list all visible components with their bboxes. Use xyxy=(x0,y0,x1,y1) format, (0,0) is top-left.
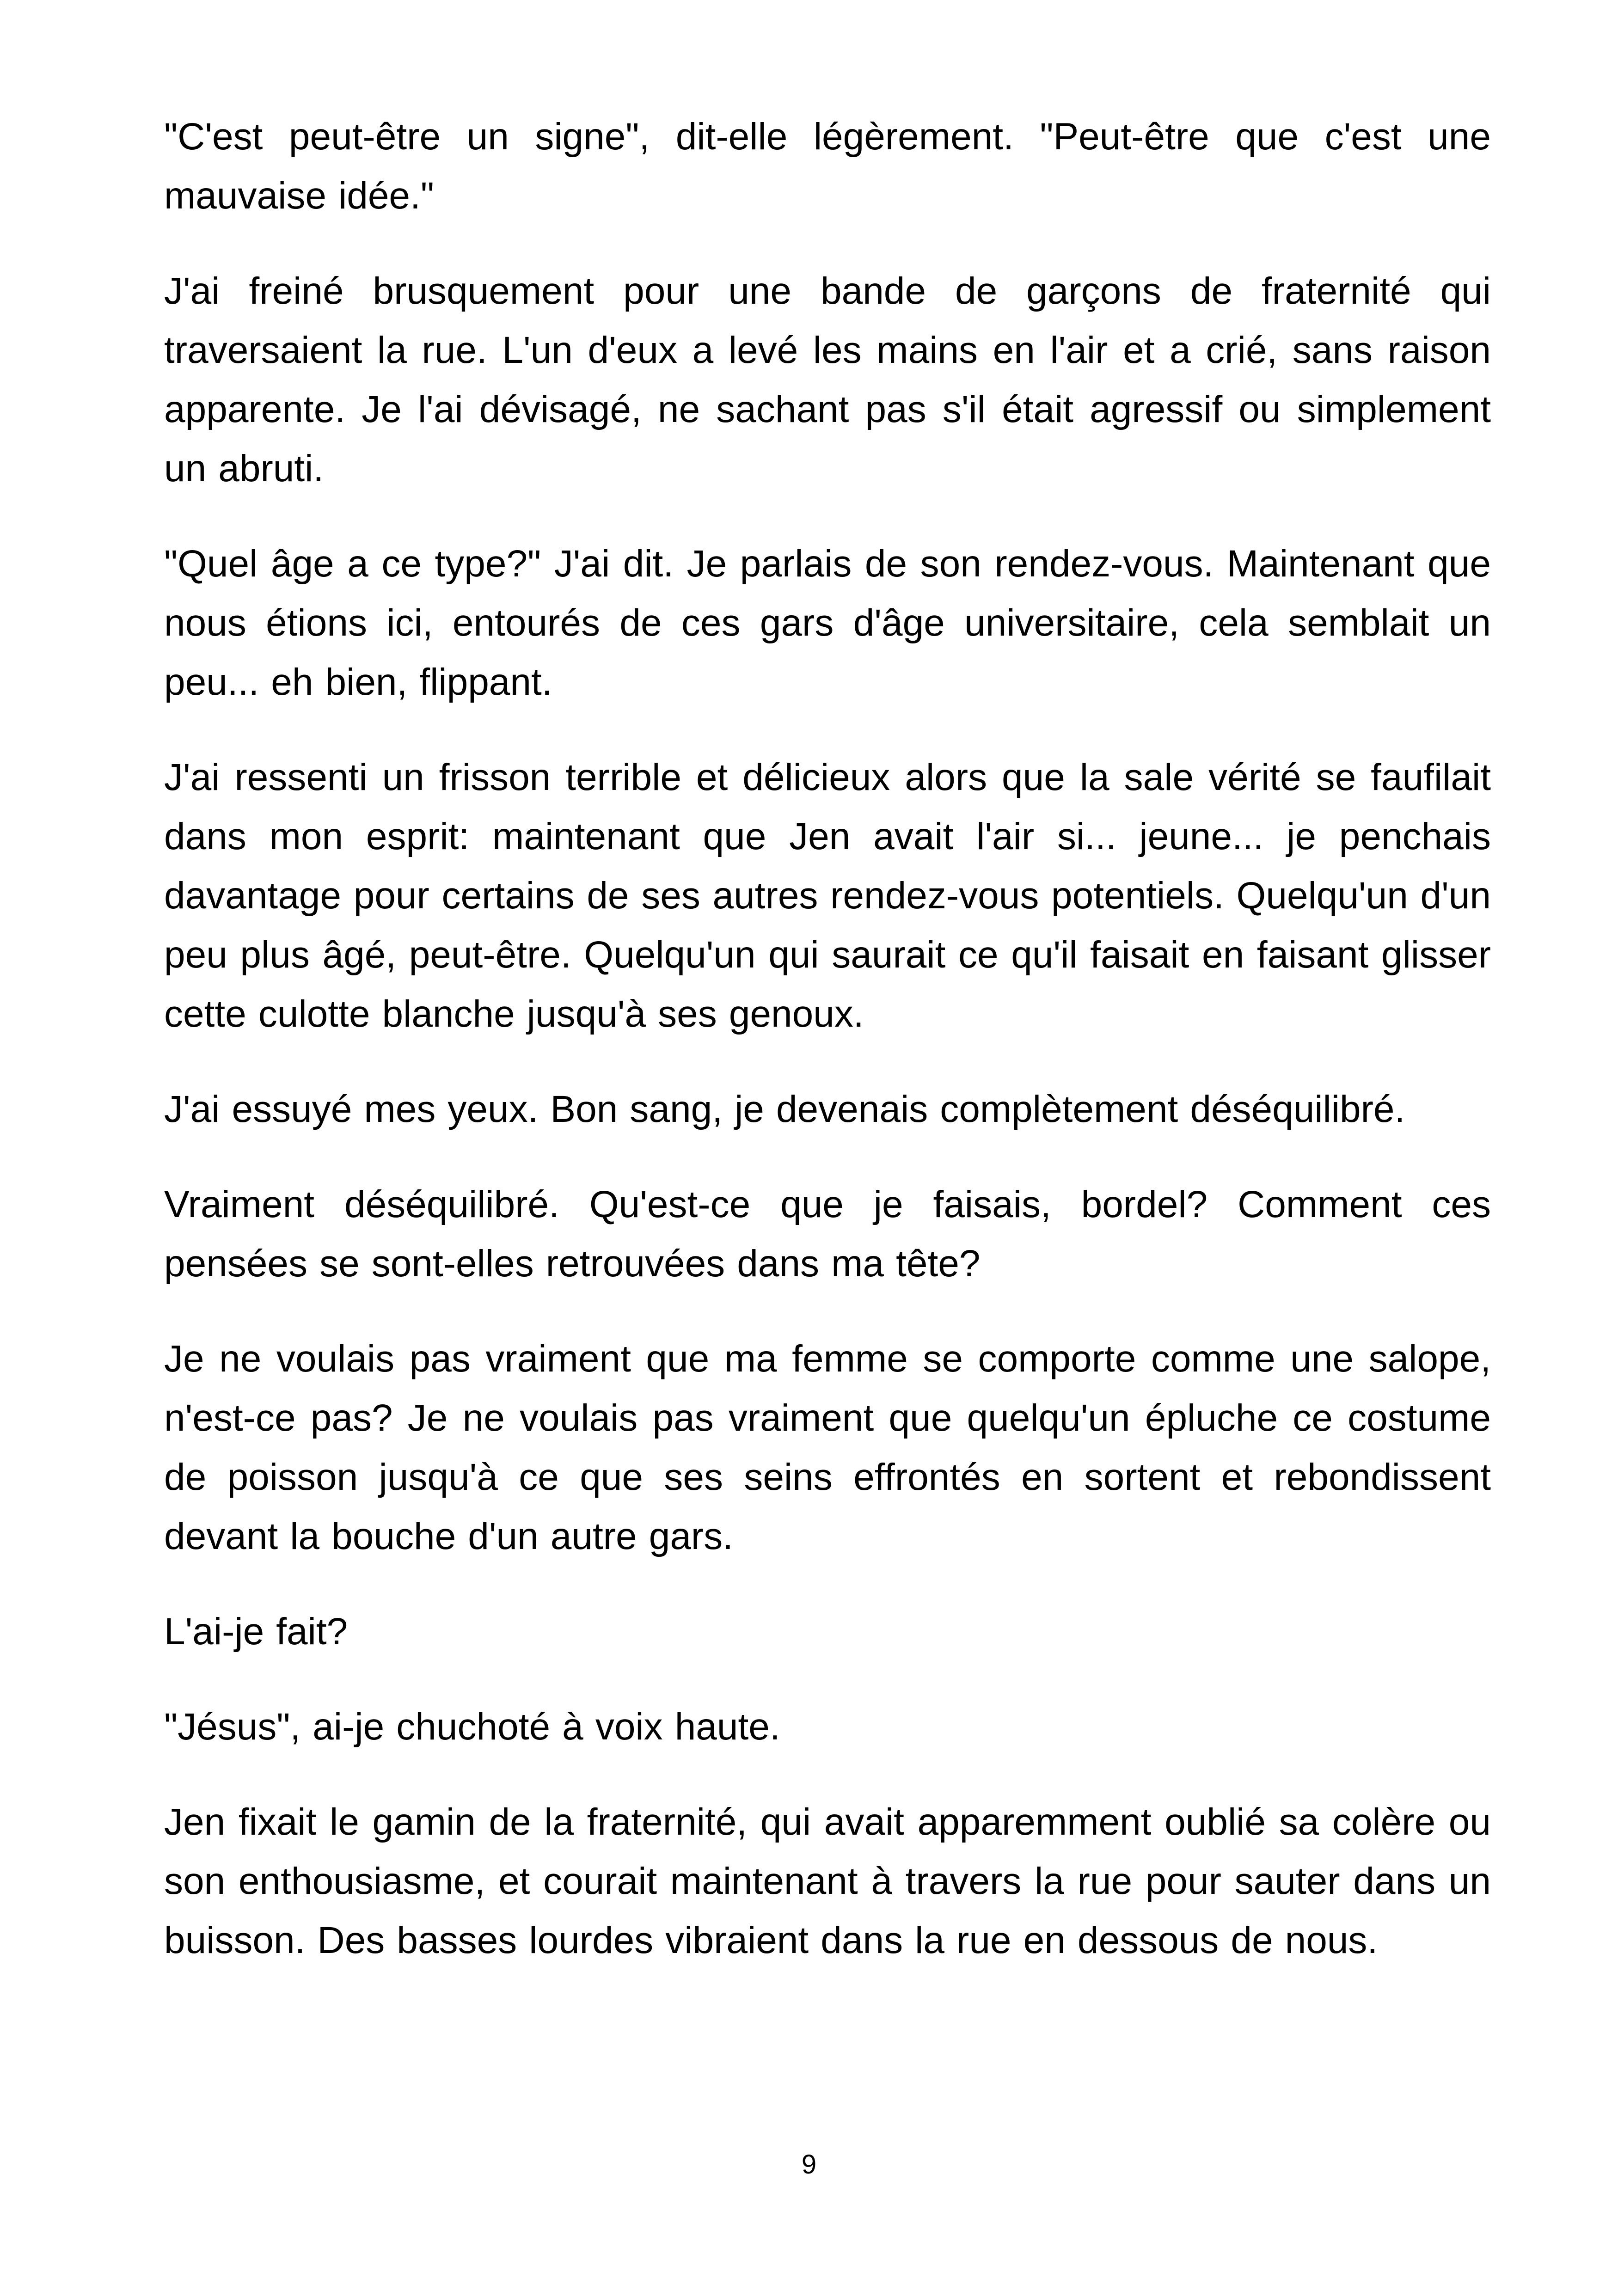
paragraph: "C'est peut-être un signe", dit-elle légèrement. "Peut-être que c'est une mauvaise idée." xyxy=(164,116,1491,217)
paragraph: "Jésus", ai-je chuchoté à voix haute. xyxy=(164,1706,780,1748)
paragraph: Jen fixait le gamin de la fraternité, qui avait apparemment oublié sa colère ou son enthousiasme, et courait maintenant à travers la rue pour sauter dans un buisson. Des basses lourdes vibraient dans la rue en dessous de nous. xyxy=(164,1801,1491,1961)
paragraph: L'ai-je fait? xyxy=(164,1610,348,1653)
paragraph: J'ai ressenti un frisson terrible et délicieux alors que la sale vérité se faufilait dans mon esprit: maintenant que Jen avait l'air si... jeune... je penchais davantage pour certains de ses autres rendez-vous potentiels. Quelqu'un d'un peu plus âgé, peut-être. Quelqu'un qui saurait ce qu'il faisait en faisant glisser cette culotte blanche jusqu'à ses genoux. xyxy=(164,756,1491,1035)
paragraph: J'ai essuyé mes yeux. Bon sang, je devenais complètement déséquilibré. xyxy=(164,1088,1405,1130)
text-body xyxy=(164,107,1491,1970)
paragraph: "Quel âge a ce type?" J'ai dit. Je parlais de son rendez-vous. Maintenant que nous étions ici, entourés de ces gars d'âge universitaire, cela semblait un peu... eh bien, flippant. xyxy=(164,543,1491,703)
page-number: 9 xyxy=(801,2149,817,2180)
paragraph: Vraiment déséquilibré. Qu'est-ce que je faisais, bordel? Comment ces pensées se sont-elles retrouvées dans ma tête? xyxy=(164,1183,1491,1285)
paragraph: J'ai freiné brusquement pour une bande de garçons de fraternité qui traversaient la rue. L'un d'eux a levé les mains en l'air et a crié, sans raison apparente. Je l'ai dévisagé, ne sachant pas s'il était agressif ou simplement un abruti. xyxy=(164,270,1491,490)
paragraph: Je ne voulais pas vraiment que ma femme se comporte comme une salope, n'est-ce pas? Je ne voulais pas vraiment que quelqu'un épluche ce costume de poisson jusqu'à ce que ses seins effrontés en sortent et rebondissent devant la bouche d'un autre gars. xyxy=(164,1338,1491,1557)
